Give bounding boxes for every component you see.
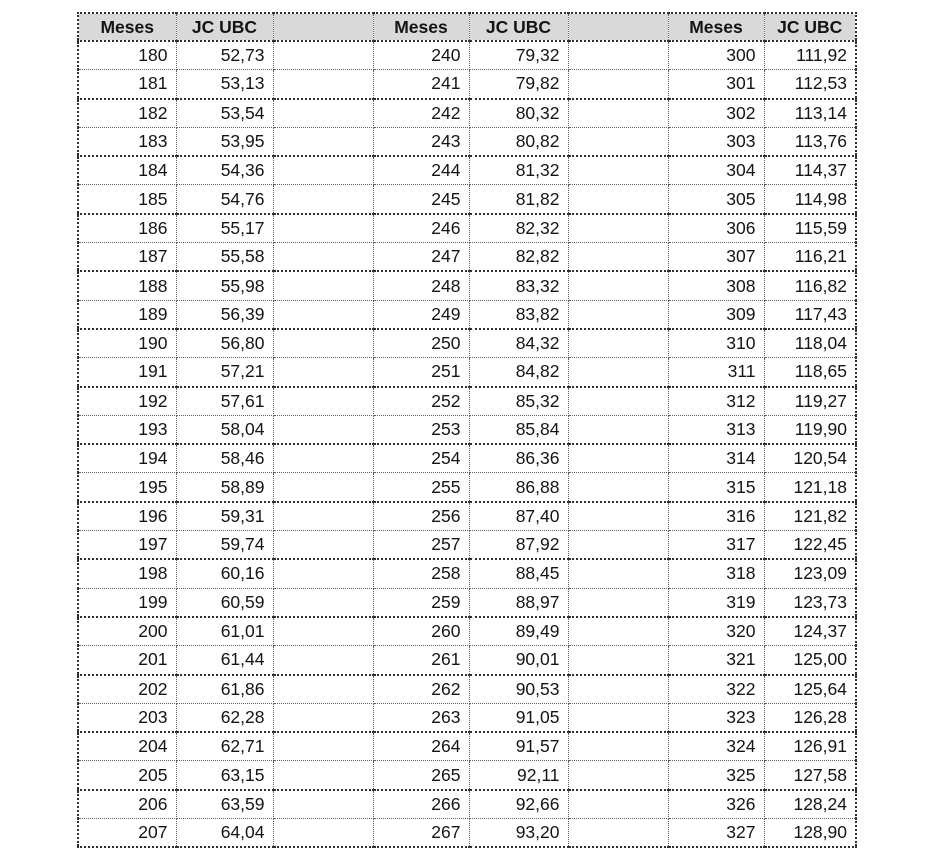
- jc-ubc-cell: 53,54: [176, 99, 273, 128]
- meses-cell: 249: [373, 300, 469, 329]
- meses-cell: 187: [78, 243, 176, 272]
- spacer-cell: [568, 473, 668, 502]
- jc-ubc-cell: 90,01: [469, 646, 568, 675]
- jc-ubc-cell: 55,58: [176, 243, 273, 272]
- meses-cell: 189: [78, 300, 176, 329]
- meses-cell: 256: [373, 502, 469, 531]
- spacer-cell: [273, 732, 373, 761]
- meses-cell: 323: [668, 703, 764, 732]
- meses-cell: 267: [373, 819, 469, 848]
- jc-ubc-cell: 54,36: [176, 156, 273, 185]
- jc-ubc-cell: 89,49: [469, 617, 568, 646]
- spacer-cell: [273, 41, 373, 70]
- meses-cell: 201: [78, 646, 176, 675]
- table-row: [78, 646, 856, 675]
- table-row: [78, 588, 856, 617]
- spacer-cell: [273, 185, 373, 214]
- spacer-cell: [273, 646, 373, 675]
- jc-ubc-cell: 80,32: [469, 99, 568, 128]
- jc-ubc-cell: 120,54: [764, 444, 856, 473]
- spacer-cell: [273, 214, 373, 243]
- jc-ubc-cell: 56,39: [176, 300, 273, 329]
- spacer-cell: [568, 761, 668, 790]
- spacer-header: [273, 13, 373, 41]
- spacer-cell: [273, 99, 373, 128]
- jc-ubc-cell: 111,92: [764, 41, 856, 70]
- table-row: [78, 415, 856, 444]
- spacer-cell: [273, 703, 373, 732]
- jc-ubc-cell: 61,01: [176, 617, 273, 646]
- meses-cell: 321: [668, 646, 764, 675]
- spacer-cell: [568, 358, 668, 387]
- spacer-cell: [273, 156, 373, 185]
- jc-ubc-cell: 82,82: [469, 243, 568, 272]
- jc-ubc-cell: 84,82: [469, 358, 568, 387]
- jc-ubc-cell: 56,80: [176, 329, 273, 358]
- table-row: [78, 329, 856, 358]
- jc-ubc-cell: 57,61: [176, 387, 273, 416]
- spacer-header: [568, 13, 668, 41]
- meses-jcubc-table: [77, 12, 857, 848]
- meses-cell: 318: [668, 559, 764, 588]
- spacer-cell: [568, 646, 668, 675]
- table-row: [78, 732, 856, 761]
- meses-cell: 248: [373, 271, 469, 300]
- meses-cell: 193: [78, 415, 176, 444]
- spacer-cell: [568, 588, 668, 617]
- meses-cell: 313: [668, 415, 764, 444]
- table-row: [78, 761, 856, 790]
- spacer-cell: [273, 617, 373, 646]
- spacer-cell: [273, 444, 373, 473]
- meses-cell: 311: [668, 358, 764, 387]
- spacer-cell: [273, 127, 373, 156]
- jc-ubc-cell: 125,64: [764, 675, 856, 704]
- meses-cell: 300: [668, 41, 764, 70]
- meses-cell: 306: [668, 214, 764, 243]
- meses-cell: 250: [373, 329, 469, 358]
- table-row: [78, 790, 856, 819]
- table-row: [78, 271, 856, 300]
- meses-cell: 197: [78, 531, 176, 560]
- meses-cell: 260: [373, 617, 469, 646]
- jc-ubc-cell: 128,24: [764, 790, 856, 819]
- spacer-cell: [568, 214, 668, 243]
- spacer-cell: [568, 70, 668, 99]
- spacer-cell: [273, 675, 373, 704]
- table-body: [78, 41, 856, 847]
- meses-cell: 182: [78, 99, 176, 128]
- meses-cell: 255: [373, 473, 469, 502]
- spacer-cell: [568, 819, 668, 848]
- meses-cell: 265: [373, 761, 469, 790]
- jc-ubc-cell: 91,57: [469, 732, 568, 761]
- spacer-cell: [568, 41, 668, 70]
- jc-ubc-cell: 121,18: [764, 473, 856, 502]
- meses-cell: 310: [668, 329, 764, 358]
- table-row: [78, 387, 856, 416]
- spacer-cell: [568, 502, 668, 531]
- jc-ubc-cell: 59,74: [176, 531, 273, 560]
- table-row: [78, 675, 856, 704]
- jc-ubc-cell: 88,97: [469, 588, 568, 617]
- meses-cell: 194: [78, 444, 176, 473]
- meses-cell: 245: [373, 185, 469, 214]
- meses-cell: 253: [373, 415, 469, 444]
- jc-ubc-cell: 119,90: [764, 415, 856, 444]
- jc-ubc-cell: 53,95: [176, 127, 273, 156]
- spacer-cell: [273, 387, 373, 416]
- jc-ubc-cell: 128,90: [764, 819, 856, 848]
- jc-ubc-cell: 113,14: [764, 99, 856, 128]
- jc-ubc-cell: 54,76: [176, 185, 273, 214]
- spacer-cell: [273, 559, 373, 588]
- jc-ubc-cell: 52,73: [176, 41, 273, 70]
- jc-ubc-cell: 61,86: [176, 675, 273, 704]
- table-row: [78, 473, 856, 502]
- meses-cell: 252: [373, 387, 469, 416]
- table-row: [78, 531, 856, 560]
- meses-cell: 199: [78, 588, 176, 617]
- meses-cell: 316: [668, 502, 764, 531]
- jc-ubc-cell: 93,20: [469, 819, 568, 848]
- spacer-cell: [273, 415, 373, 444]
- jc-ubc-cell: 119,27: [764, 387, 856, 416]
- meses-cell: 308: [668, 271, 764, 300]
- spacer-cell: [568, 415, 668, 444]
- meses-cell: 184: [78, 156, 176, 185]
- jc-ubc-header: JC UBC: [764, 13, 856, 41]
- table-row: [78, 243, 856, 272]
- jc-ubc-cell: 57,21: [176, 358, 273, 387]
- meses-cell: 259: [373, 588, 469, 617]
- jc-ubc-cell: 90,53: [469, 675, 568, 704]
- meses-cell: 301: [668, 70, 764, 99]
- spacer-cell: [568, 732, 668, 761]
- jc-ubc-header: JC UBC: [469, 13, 568, 41]
- jc-ubc-cell: 62,71: [176, 732, 273, 761]
- jc-ubc-cell: 55,17: [176, 214, 273, 243]
- jc-ubc-cell: 112,53: [764, 70, 856, 99]
- meses-cell: 258: [373, 559, 469, 588]
- jc-ubc-cell: 79,32: [469, 41, 568, 70]
- jc-ubc-cell: 123,09: [764, 559, 856, 588]
- table-row: [78, 41, 856, 70]
- meses-cell: 320: [668, 617, 764, 646]
- meses-cell: 242: [373, 99, 469, 128]
- jc-ubc-cell: 124,37: [764, 617, 856, 646]
- table-row: [78, 127, 856, 156]
- spacer-cell: [273, 502, 373, 531]
- jc-ubc-cell: 87,40: [469, 502, 568, 531]
- table-row: [78, 617, 856, 646]
- jc-ubc-cell: 83,82: [469, 300, 568, 329]
- jc-ubc-cell: 126,91: [764, 732, 856, 761]
- spacer-cell: [273, 761, 373, 790]
- meses-cell: 254: [373, 444, 469, 473]
- meses-cell: 322: [668, 675, 764, 704]
- spacer-cell: [273, 358, 373, 387]
- meses-cell: 305: [668, 185, 764, 214]
- meses-cell: 241: [373, 70, 469, 99]
- table-row: [78, 70, 856, 99]
- spacer-cell: [273, 531, 373, 560]
- spacer-cell: [568, 127, 668, 156]
- jc-ubc-cell: 116,82: [764, 271, 856, 300]
- jc-ubc-cell: 83,32: [469, 271, 568, 300]
- spacer-cell: [568, 300, 668, 329]
- meses-cell: 192: [78, 387, 176, 416]
- spacer-cell: [273, 790, 373, 819]
- meses-cell: 263: [373, 703, 469, 732]
- jc-ubc-cell: 116,21: [764, 243, 856, 272]
- table-row: [78, 502, 856, 531]
- jc-ubc-cell: 118,65: [764, 358, 856, 387]
- jc-ubc-cell: 121,82: [764, 502, 856, 531]
- meses-cell: 309: [668, 300, 764, 329]
- meses-cell: 303: [668, 127, 764, 156]
- spacer-cell: [273, 300, 373, 329]
- meses-header: Meses: [373, 13, 469, 41]
- jc-ubc-cell: 58,46: [176, 444, 273, 473]
- jc-ubc-cell: 122,45: [764, 531, 856, 560]
- jc-ubc-cell: 87,92: [469, 531, 568, 560]
- spacer-cell: [568, 617, 668, 646]
- meses-cell: 307: [668, 243, 764, 272]
- jc-ubc-cell: 115,59: [764, 214, 856, 243]
- jc-ubc-cell: 63,15: [176, 761, 273, 790]
- meses-cell: 198: [78, 559, 176, 588]
- jc-ubc-cell: 55,98: [176, 271, 273, 300]
- meses-cell: 206: [78, 790, 176, 819]
- meses-cell: 319: [668, 588, 764, 617]
- jc-ubc-cell: 123,73: [764, 588, 856, 617]
- jc-ubc-cell: 92,11: [469, 761, 568, 790]
- meses-cell: 312: [668, 387, 764, 416]
- jc-ubc-cell: 81,82: [469, 185, 568, 214]
- jc-ubc-cell: 127,58: [764, 761, 856, 790]
- spacer-cell: [568, 185, 668, 214]
- jc-ubc-cell: 61,44: [176, 646, 273, 675]
- spacer-cell: [273, 473, 373, 502]
- spacer-cell: [568, 329, 668, 358]
- meses-cell: 324: [668, 732, 764, 761]
- meses-cell: 204: [78, 732, 176, 761]
- jc-ubc-cell: 113,76: [764, 127, 856, 156]
- meses-cell: 251: [373, 358, 469, 387]
- meses-cell: 202: [78, 675, 176, 704]
- jc-ubc-cell: 63,59: [176, 790, 273, 819]
- meses-cell: 261: [373, 646, 469, 675]
- spacer-cell: [568, 790, 668, 819]
- spacer-cell: [273, 329, 373, 358]
- table-row: [78, 358, 856, 387]
- meses-cell: 304: [668, 156, 764, 185]
- jc-ubc-cell: 53,13: [176, 70, 273, 99]
- meses-cell: 317: [668, 531, 764, 560]
- jc-ubc-cell: 126,28: [764, 703, 856, 732]
- jc-ubc-cell: 92,66: [469, 790, 568, 819]
- spacer-cell: [568, 271, 668, 300]
- meses-cell: 181: [78, 70, 176, 99]
- jc-ubc-cell: 58,04: [176, 415, 273, 444]
- meses-cell: 325: [668, 761, 764, 790]
- meses-cell: 257: [373, 531, 469, 560]
- spacer-cell: [568, 99, 668, 128]
- meses-cell: 314: [668, 444, 764, 473]
- jc-ubc-cell: 84,32: [469, 329, 568, 358]
- spacer-cell: [273, 271, 373, 300]
- meses-cell: 205: [78, 761, 176, 790]
- spacer-cell: [568, 531, 668, 560]
- spacer-cell: [568, 444, 668, 473]
- spacer-cell: [568, 243, 668, 272]
- meses-cell: 180: [78, 41, 176, 70]
- table-row: [78, 559, 856, 588]
- jc-ubc-cell: 79,82: [469, 70, 568, 99]
- meses-cell: 326: [668, 790, 764, 819]
- jc-ubc-cell: 81,32: [469, 156, 568, 185]
- jc-ubc-cell: 82,32: [469, 214, 568, 243]
- meses-cell: 188: [78, 271, 176, 300]
- meses-header: Meses: [78, 13, 176, 41]
- table-row: [78, 444, 856, 473]
- spacer-cell: [273, 819, 373, 848]
- meses-cell: 302: [668, 99, 764, 128]
- meses-cell: 191: [78, 358, 176, 387]
- jc-ubc-cell: 86,88: [469, 473, 568, 502]
- meses-cell: 246: [373, 214, 469, 243]
- meses-cell: 247: [373, 243, 469, 272]
- spacer-cell: [568, 559, 668, 588]
- meses-cell: 262: [373, 675, 469, 704]
- table-row: [78, 703, 856, 732]
- meses-cell: 200: [78, 617, 176, 646]
- meses-cell: 243: [373, 127, 469, 156]
- jc-ubc-cell: 125,00: [764, 646, 856, 675]
- spacer-cell: [568, 156, 668, 185]
- meses-cell: 207: [78, 819, 176, 848]
- meses-cell: 203: [78, 703, 176, 732]
- meses-cell: 185: [78, 185, 176, 214]
- spacer-cell: [568, 387, 668, 416]
- table-row: [78, 156, 856, 185]
- jc-ubc-cell: 85,84: [469, 415, 568, 444]
- meses-cell: 264: [373, 732, 469, 761]
- meses-cell: 186: [78, 214, 176, 243]
- jc-ubc-cell: 91,05: [469, 703, 568, 732]
- jc-ubc-cell: 80,82: [469, 127, 568, 156]
- meses-header: Meses: [668, 13, 764, 41]
- table-row: [78, 300, 856, 329]
- jc-ubc-header: JC UBC: [176, 13, 273, 41]
- meses-cell: 244: [373, 156, 469, 185]
- jc-ubc-cell: 114,98: [764, 185, 856, 214]
- meses-cell: 315: [668, 473, 764, 502]
- jc-ubc-cell: 62,28: [176, 703, 273, 732]
- meses-cell: 190: [78, 329, 176, 358]
- table-row: [78, 819, 856, 848]
- meses-cell: 266: [373, 790, 469, 819]
- table-row: [78, 99, 856, 128]
- jc-ubc-cell: 114,37: [764, 156, 856, 185]
- meses-cell: 183: [78, 127, 176, 156]
- jc-ubc-cell: 64,04: [176, 819, 273, 848]
- meses-cell: 195: [78, 473, 176, 502]
- jc-ubc-cell: 85,32: [469, 387, 568, 416]
- spacer-cell: [273, 588, 373, 617]
- jc-ubc-cell: 117,43: [764, 300, 856, 329]
- spacer-cell: [568, 675, 668, 704]
- table-row: [78, 214, 856, 243]
- jc-ubc-cell: 59,31: [176, 502, 273, 531]
- jc-ubc-cell: 60,59: [176, 588, 273, 617]
- jc-ubc-cell: 118,04: [764, 329, 856, 358]
- jc-ubc-cell: 58,89: [176, 473, 273, 502]
- spacer-cell: [273, 243, 373, 272]
- jc-ubc-cell: 86,36: [469, 444, 568, 473]
- meses-cell: 196: [78, 502, 176, 531]
- jc-ubc-cell: 88,45: [469, 559, 568, 588]
- jc-ubc-cell: 60,16: [176, 559, 273, 588]
- spacer-cell: [568, 703, 668, 732]
- meses-cell: 327: [668, 819, 764, 848]
- meses-cell: 240: [373, 41, 469, 70]
- table-row: [78, 185, 856, 214]
- header-row: [78, 13, 856, 41]
- spacer-cell: [273, 70, 373, 99]
